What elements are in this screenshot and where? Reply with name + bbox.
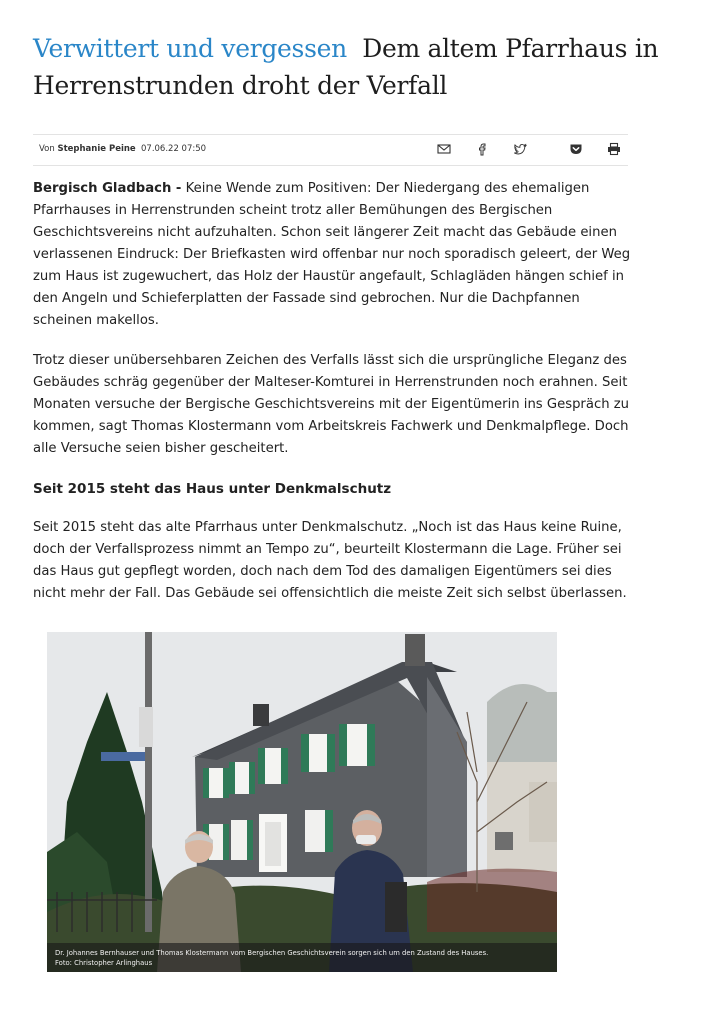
byline-prefix: Von — [39, 144, 55, 154]
pocket-icon[interactable] — [568, 141, 584, 157]
paragraph-3: Seit 2015 steht das alte Pfarrhaus unter Denkmalschutz. „Noch ist das Haus keine Ruine, doch der Verfallsprozess nimmt an Tempo zu“, beurteilt Klostermann die Lage. Früher sei das Haus gut gepflegt worden, doch nach dem Tod des damaligen Eigentümers sei dies nicht mehr der Fall. Das Gebäude sei offensichtlich die meiste Zeit sich selbst überlassen. — [33, 520, 627, 601]
dateline: Bergisch Gladbach - — [33, 181, 182, 196]
print-icon[interactable] — [606, 141, 622, 157]
article-headline — [33, 30, 693, 104]
photo-caption — [47, 943, 557, 972]
headline-kicker: Verwittert und vergessen — [33, 34, 347, 63]
author-name[interactable]: Stephanie Peine — [57, 144, 136, 154]
share-toolbar — [414, 141, 622, 157]
article-meta-bar — [33, 134, 628, 166]
byline — [39, 144, 136, 154]
caption-text: Dr. Johannes Bernhauser und Thomas Klostermann vom Bergischen Geschichtsverein sorgen sich um den Zustand des Hauses. — [55, 949, 489, 957]
twitter-icon[interactable] — [512, 141, 528, 157]
section-subheading: Seit 2015 steht das Haus unter Denkmalschutz — [33, 481, 392, 497]
mail-icon[interactable] — [436, 141, 452, 157]
photo-illustration — [47, 632, 557, 972]
facebook-icon[interactable] — [474, 141, 490, 157]
publish-date: 07.06.22 07:50 — [141, 144, 207, 154]
article-photo[interactable] — [47, 632, 557, 972]
headline-title: Dem altem Pfarrhaus in Herrenstrunden droht der Verfall — [33, 34, 659, 100]
paragraph-1-text: Keine Wende zum Positiven: Der Niedergang des ehemaligen Pfarrhauses in Herrenstrunden scheint trotz aller Bemühungen des Bergischen Geschichtsvereins nicht aufzuhalten. Schon seit längerer Zeit macht das Gebäude einen verlassenen Eindruck: Der Briefkasten wird offenbar nur noch sporadisch geleert, der Weg zum Haus ist zugewuchert, das Holz der Haustür angefault, Schlagläden hängen schief in den Angeln und Schieferplatten der Fassade sind gebrochen. Nur die Dachpfannen scheinen makellos. — [33, 181, 631, 328]
photo-credit: Foto: Christopher Arlinghaus — [55, 959, 153, 967]
paragraph-2: Trotz dieser unübersehbaren Zeichen des Verfalls lässt sich die ursprüngliche Eleganz des Gebäudes schräg gegenüber der Malteser-Komturei in Herrenstrunden noch erahnen. Seit Monaten versuche der Bergische Geschichtsvereins mit der Eigentümerin ins Gespräch zu kommen, sagt Thomas Klostermann vom Arbeitskreis Fachwerk und Denkmalpflege. Doch alle Versuche seien bisher gescheitert. — [33, 353, 630, 456]
paragraph-1 — [33, 178, 633, 332]
